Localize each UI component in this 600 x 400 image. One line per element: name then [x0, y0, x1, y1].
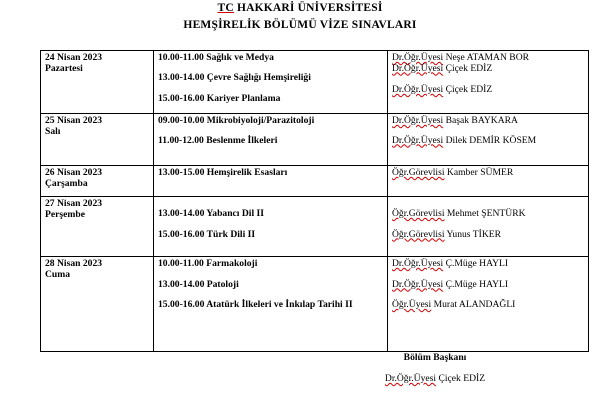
instructor-name: Yunus TİKER: [446, 228, 502, 240]
course-cell: [154, 197, 388, 257]
table-row: [41, 197, 589, 257]
instructor-cell: [388, 197, 589, 257]
instructor-name: Kamber SÜMER: [446, 167, 514, 178]
exam-date: 26 Nisan 2023: [45, 167, 103, 178]
table-row: [41, 257, 589, 352]
exam-course: 13.00-14.00 Patoloji: [158, 278, 239, 290]
instructor-cell: [388, 114, 589, 166]
instructor-cell: [388, 257, 589, 352]
instructor-name: Ç.Müge HAYLI: [445, 258, 509, 269]
exam-date: 24 Nisan 2023: [45, 52, 103, 63]
course-cell: [154, 114, 388, 166]
instructor-title: Öğr.Görevlisi: [392, 208, 445, 219]
exam-course: 15.00-16.00 Atatürk İlkeleri ve İnkılap Tarihi II: [158, 299, 353, 310]
instructor-title: Dr.Öğr.Üyesi: [392, 62, 444, 74]
instructor: [392, 116, 584, 127]
signature-person: Çiçek EDİZ: [438, 373, 486, 384]
instructor: [392, 300, 584, 311]
university-title: [0, 2, 600, 14]
exam-date: 28 Nisan 2023: [45, 258, 103, 269]
instructor-name: Başak BAYKARA: [445, 115, 518, 126]
instructor-name: Dilek DEMİR KÖSEM: [445, 134, 537, 146]
instructor: [392, 259, 584, 270]
instructor-name: Neşe ATAMAN BOR: [445, 52, 530, 63]
instructor-title: Dr.Öğr.Üyesi: [392, 278, 444, 290]
exam-course: 15.00-16.00 Türk Dili II: [158, 228, 256, 240]
instructor-name: Mehmet ŞENTÜRK: [446, 208, 526, 219]
instructor: [392, 230, 584, 241]
course-cell: [154, 166, 388, 197]
course-cell: [154, 257, 388, 352]
document-subtitle: HEMŞİRELİK BÖLÜMÜ VİZE SINAVLARI: [183, 19, 417, 31]
signature-title: Dr.Öğr.Üyesi: [384, 373, 437, 384]
table-row: [41, 51, 589, 114]
instructor: [392, 64, 584, 75]
tc-label: TC: [217, 2, 234, 14]
exam-day: Cuma: [45, 268, 71, 280]
exam-day: Pazartesi: [45, 62, 83, 74]
date-cell: [41, 166, 154, 197]
exam-course: 13.00-15.00 Hemşirelik Esasları: [158, 167, 288, 178]
exam-course: 10.00-11.00 Sağlık ve Medya: [158, 52, 274, 63]
instructor-title: Dr.Öğr.Üyesi: [392, 115, 444, 126]
instructor-title: Öğr.Üyesi: [392, 299, 432, 310]
instructor: [392, 168, 584, 179]
exam-schedule-table: [40, 50, 589, 352]
exam-course: 13.00-14.00 Yabancı Dil II: [158, 208, 264, 219]
instructor-cell: [388, 166, 589, 197]
instructor-name: Çiçek EDİZ: [445, 84, 493, 95]
instructor-title: Dr.Öğr.Üyesi: [392, 258, 444, 269]
date-cell: [41, 257, 154, 352]
exam-day: Perşembe: [45, 208, 85, 220]
exam-day: Çarşamba: [45, 177, 88, 189]
instructor-name: Ç.Müge HAYLI: [445, 278, 509, 290]
instructor-name: Çiçek EDİZ: [445, 62, 493, 74]
instructor-title: Dr.Öğr.Üyesi: [392, 84, 444, 95]
instructor: [392, 85, 584, 96]
instructor: [392, 209, 584, 220]
table-row: [41, 166, 589, 197]
course-cell: [154, 51, 388, 114]
instructor: [392, 280, 584, 291]
exam-course: 11.00-12.00 Beslenme İlkeleri: [158, 134, 278, 146]
exam-course: 15.00-16.00 Kariyer Planlama: [158, 93, 281, 104]
signature-role: Bölüm Başkanı: [403, 352, 467, 363]
exam-course: 10.00-11.00 Farmakoloji: [158, 258, 258, 269]
date-cell: [41, 51, 154, 114]
signature-name: [340, 373, 530, 384]
instructor-cell: [388, 51, 589, 114]
instructor-title: Dr.Öğr.Üyesi: [392, 134, 444, 146]
date-cell: [41, 114, 154, 166]
instructor: [392, 136, 584, 147]
table-row: [41, 114, 589, 166]
date-cell: [41, 197, 154, 257]
instructor-title: Dr.Öğr.Üyesi: [392, 52, 444, 63]
instructor-title: Öğr.Görevlisi: [392, 167, 445, 178]
exam-day: Salı: [45, 125, 61, 137]
instructor-title: Öğr.Görevlisi: [392, 228, 445, 240]
instructor-name: Murat ALANDAĞLI: [433, 299, 516, 310]
exam-date: 25 Nisan 2023: [45, 115, 103, 126]
exam-course: 09.00-10.00 Mikrobiyoloji/Parazitoloji: [158, 115, 315, 126]
exam-course: 13.00-14.00 Çevre Sağlığı Hemşireliği: [158, 71, 311, 83]
university-name: HAKKARİ ÜNİVERSİTESİ: [236, 2, 383, 14]
exam-date: 27 Nisan 2023: [45, 198, 103, 209]
